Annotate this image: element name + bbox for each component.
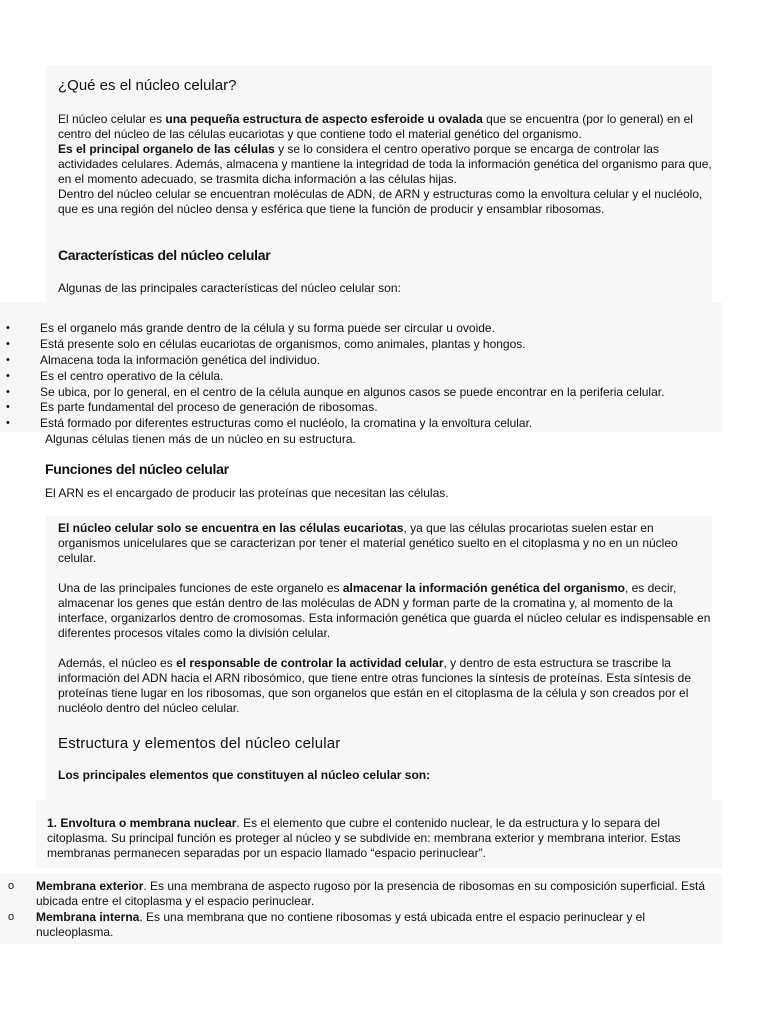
list-item: • Es parte fundamental del proceso de generación de ribosomas.: [40, 400, 730, 416]
list-item: • Es el organelo más grande dentro de la célula y su forma puede ser circular u ovoide.: [40, 321, 730, 337]
funciones-title: Funciones del núcleo celular: [45, 461, 229, 477]
estructura-item-1: 1. Envoltura o membrana nuclear. Es el elemento que cubre el contenido nuclear, le da estructura y lo separa del citoplasma. Su principal función es proteger al núcleo y se subdivide en: membrana exterior y membrana interior. Estas membranas permanecen separadas por un espacio llamado “espacio perinuclear”.: [47, 816, 681, 860]
circle-bullet-icon: o: [8, 911, 15, 923]
list-item: o Membrana exterior. Es una membrana de aspecto rugoso por la presencia de ribosomas en su composición superficial. Está ubicada entre el citoplasma y el espacio perinuclear.: [8, 879, 706, 908]
funciones-paragraph-3: Además, el núcleo es el responsable de controlar la actividad celular, y dentro de esta estructura se trascribe la información del ADN hacia el ARN ribosómico, que tiene entre otras funciones la síntesis de proteínas. Esta síntesis de proteínas tiene lugar en los ribosomas, que son organelos que están en el citoplasma de la célula y son creados por el nucléolo dentro del núcleo celular.: [58, 656, 691, 715]
funciones-paragraph-1: El núcleo celular solo se encuentra en las células eucariotas, ya que las células procariotas suelen estar en organismos unicelulares que se caracterizan por tener el material genético suelto en el citoplasma y no en un núcleo celular.: [58, 521, 678, 565]
list-item: • Está formado por diferentes estructuras como el nucléolo, la cromatina y la envoltura celular.: [40, 416, 730, 432]
funciones-paragraph-2: Una de las principales funciones de este organelo es almacenar la información genética del organismo, es decir, almacenar los genes que están dentro de las moléculas de ADN y forman parte de la cromatina y, al momento de la interface, organizarlos dentro de cromosomas. Esta información genética que guarda el núcleo celular es indispensable en diferentes procesos vitales como la división celular.: [58, 581, 711, 640]
intro-content: [58, 78, 712, 296]
list-item: • Almacena toda la información genética del individuo.: [40, 353, 730, 369]
intro-title: ¿Qué es el núcleo celular?: [58, 77, 237, 94]
caracteristicas-title: Características del núcleo celular: [58, 247, 271, 263]
funciones-lead: El ARN es el encargado de producir las proteínas que necesitan las células.: [45, 486, 449, 500]
intro-paragraph-1: El núcleo celular es una pequeña estructura de aspecto esferoide u ovalada que se encuentra (por lo general) en el centro del núcleo de las células eucariotas y que contiene todo el material genético del organismo.: [58, 112, 693, 141]
estructura-title: Estructura y elementos del núcleo celular: [58, 735, 341, 752]
intro-paragraph-2: Es el principal organelo de las células y se lo considera el centro operativo porque se encarga de controlar las actividades celulares. Además, almacena y mantiene la integridad de toda la información genética del organismo para que, en el momento adecuado, se trasmita dicha información a las células hijas.: [58, 142, 712, 186]
caracteristicas-list: [40, 321, 730, 447]
list-item: • Está presente solo en células eucariotas de organismos, como animales, plantas y hongos.: [40, 337, 730, 353]
caracteristicas-trailing: Algunas células tienen más de un núcleo en su estructura.: [45, 432, 356, 447]
intro-paragraph-3: Dentro del núcleo celular se encuentran moléculas de ADN, de ARN y estructuras como la envoltura celular y el nucléolo, que es una región del núcleo densa y esférica que tiene la función de producir y ensamblar ribosomas.: [58, 187, 703, 216]
list-item: o Membrana interna. Es una membrana que no contiene ribosomas y está ubicada entre el espacio perinuclear y el nucleoplasma.: [8, 910, 645, 939]
list-item: • Es el centro operativo de la célula.: [40, 369, 730, 385]
funciones-content: [58, 521, 712, 783]
caracteristicas-lead: Algunas de las principales características del núcleo celular son:: [58, 281, 401, 295]
circle-bullet-icon: o: [8, 880, 15, 892]
estructura-lead: Los principales elementos que constituyen al núcleo celular son:: [58, 768, 431, 782]
funciones-header: [45, 462, 715, 501]
list-item: • Se ubica, por lo general, en el centro de la célula aunque en algunos casos se puede encontrar en la periferia celular.: [40, 385, 730, 401]
sub-list: [8, 879, 712, 941]
